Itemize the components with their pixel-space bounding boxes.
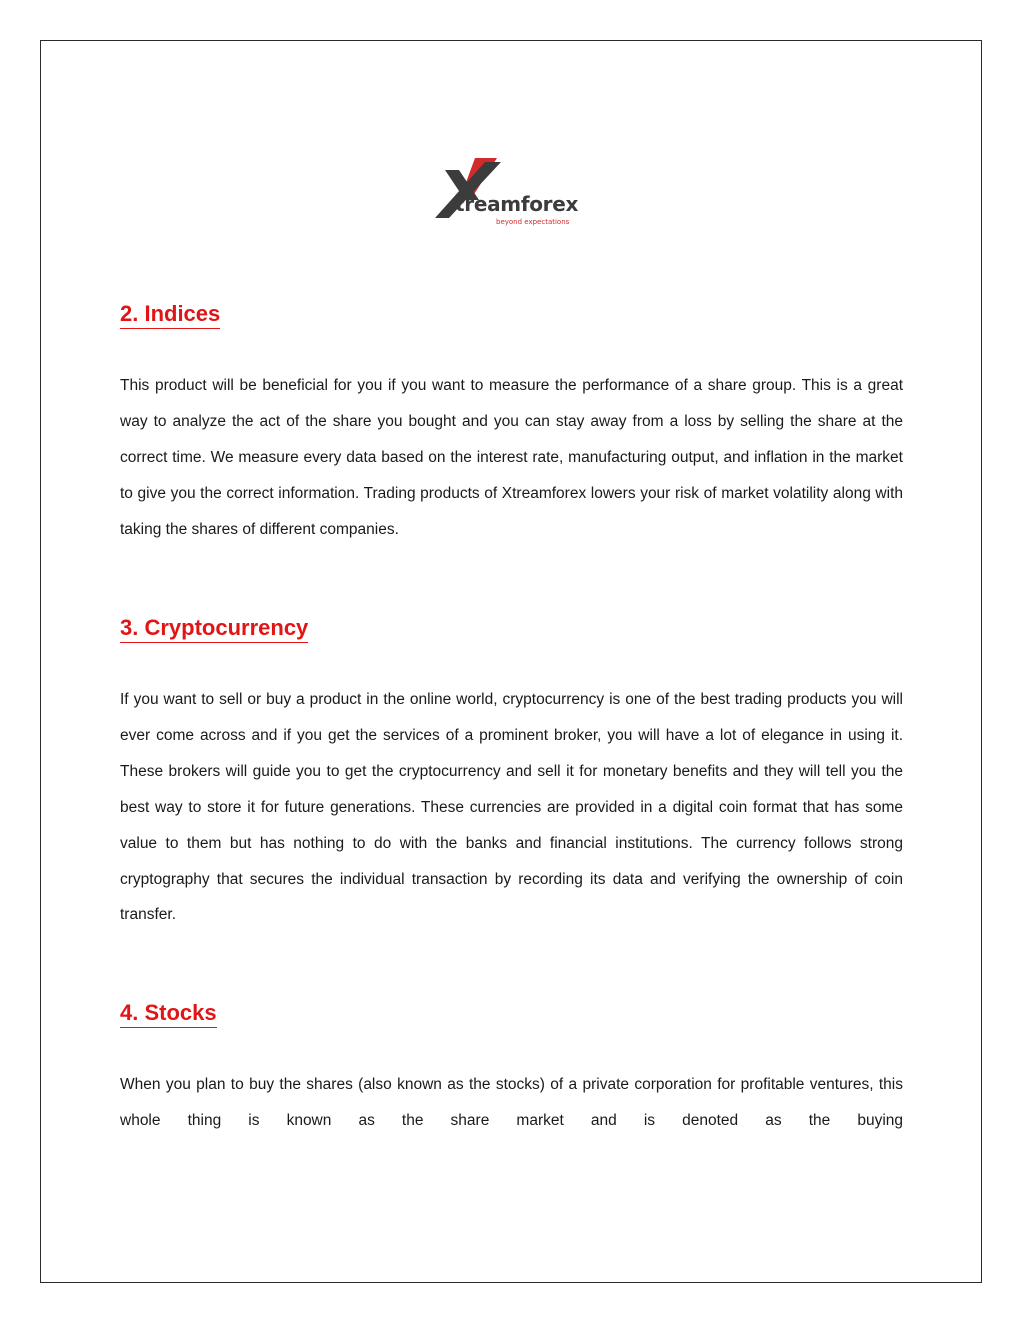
section-cryptocurrency: [120, 614, 903, 933]
section-heading: 4. Stocks: [120, 999, 217, 1028]
section-heading: 3. Cryptocurrency: [120, 614, 308, 643]
logo-wordmark: treamforex: [455, 192, 579, 216]
section-paragraph: When you plan to buy the shares (also known as the stocks) of a private corporation for profitable ventures, this whole thing is known as the share market and is denoted as the buying: [120, 1076, 903, 1129]
section-heading: 2. Indices: [120, 300, 220, 329]
xtreamforex-logo: [435, 156, 595, 230]
section-paragraph: If you want to sell or buy a product in the online world, cryptocurrency is one of the best trading products you will ever come across and if you get the services of a prominent broker, you will have a lot of elegance in using it. These brokers will guide you to get the cryptocurrency and sell it for monetary benefits and they will tell you the best way to store it for future generations. These currencies are provided in a digital coin format that has some value to them but has nothing to do with the banks and financial institutions. The currency follows strong cryptography that secures the individual transaction by recording its data and verifying the ownership of coin transfer.: [120, 691, 903, 924]
section-paragraph: This product will be beneficial for you if you want to measure the performance of a share group. This is a great way to analyze the act of the share you bought and you can stay away from a loss by selling the share at the correct time. We measure every data based on the interest rate, manufacturing output, and inflation in the market to give you the correct information. Trading products of Xtreamforex lowers your risk of market volatility along with taking the shares of different companies.: [120, 377, 903, 538]
section-indices: [120, 300, 903, 548]
section-stocks: [120, 999, 903, 1139]
logo-tagline: beyond expectations: [496, 218, 570, 226]
